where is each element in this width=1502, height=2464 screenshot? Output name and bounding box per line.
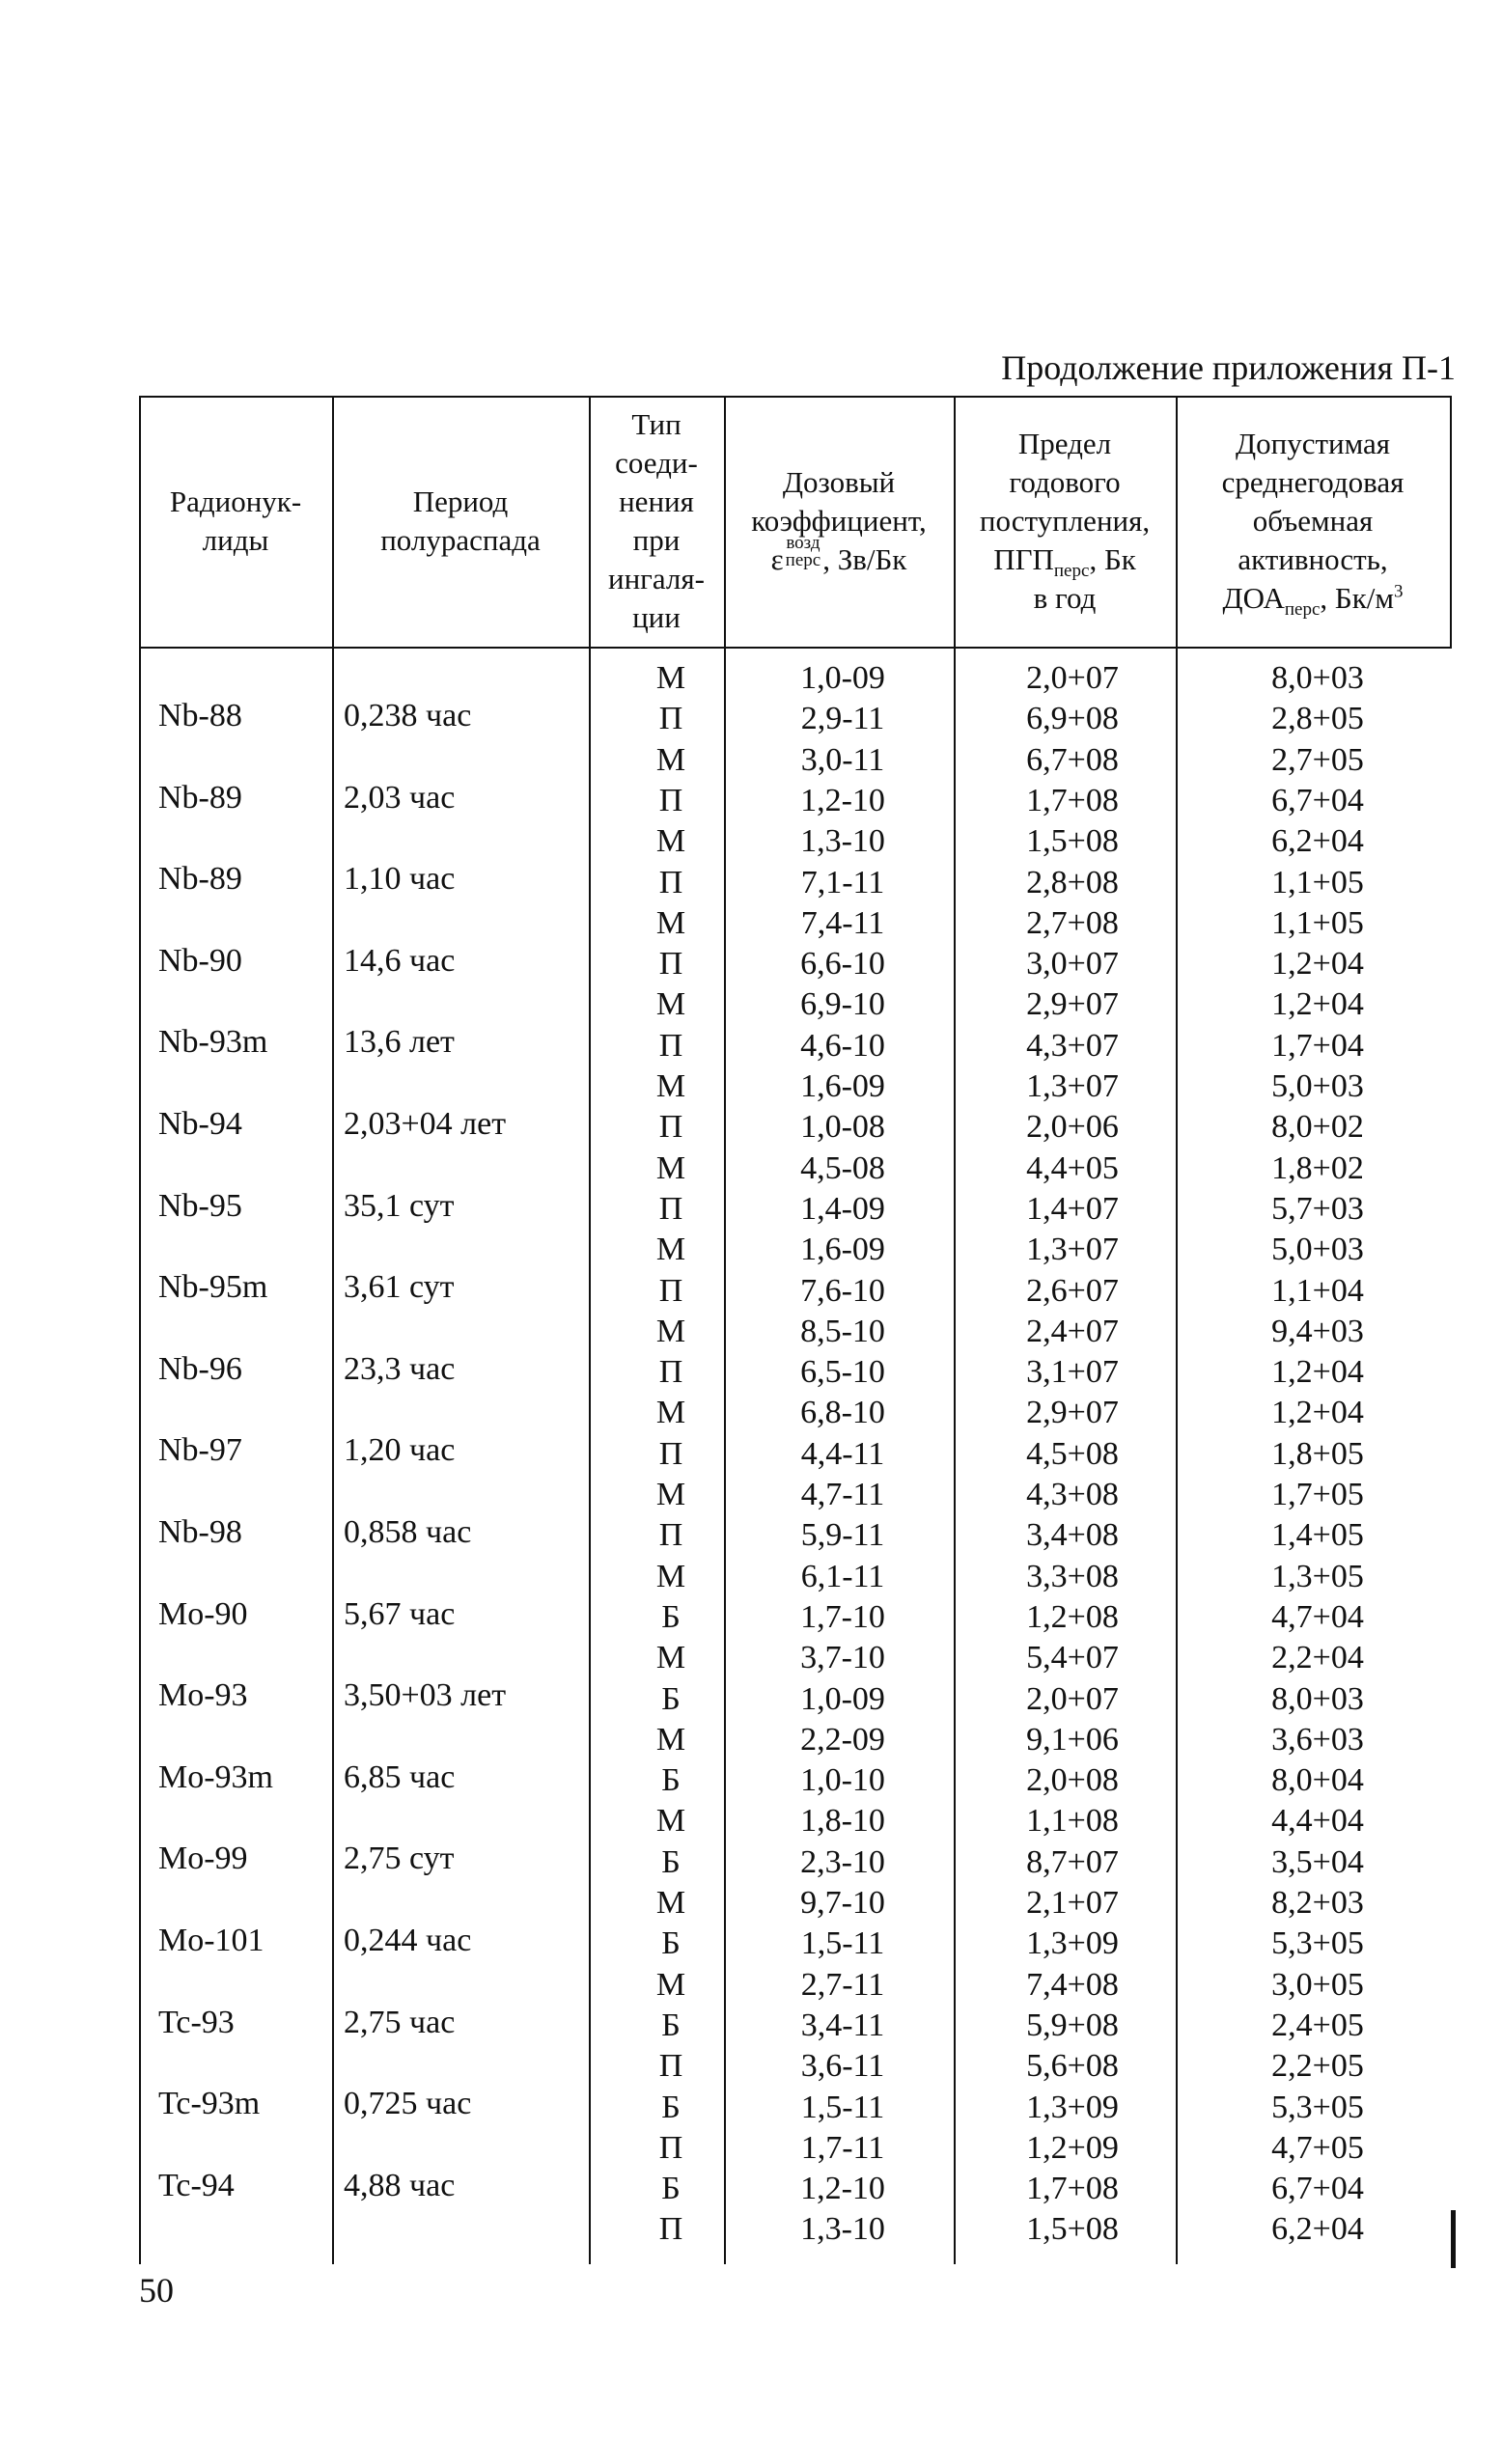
activity-cell: 2,7+05 <box>1271 741 1364 778</box>
nuclide-cell: Tc-93 <box>158 2004 235 2040</box>
intake-limit-cell: 1,7+08 <box>1026 2171 1119 2207</box>
compound-type-cell: М <box>655 1068 686 1104</box>
compound-type-cell: П <box>658 701 683 737</box>
intake-limit-cell: 1,7+08 <box>1026 782 1119 818</box>
dose-coefficient-cell: 6,8-10 <box>800 1395 885 1431</box>
compound-type-cell: П <box>658 2211 683 2248</box>
radionuclide-table <box>139 396 1452 2268</box>
dose-coefficient-cell: 1,6-09 <box>800 1232 885 1268</box>
compound-type-cell: П <box>658 1517 683 1554</box>
dose-coefficient-cell: 1,2-10 <box>800 2171 885 2207</box>
intake-limit-cell: 5,6+08 <box>1026 2048 1119 2085</box>
intake-limit-cell: 2,0+06 <box>1026 1109 1119 1146</box>
dose-coefficient-cell: 2,3-10 <box>800 1843 885 1880</box>
intake-limit-cell: 4,5+08 <box>1026 1435 1119 1472</box>
compound-type-cell: М <box>655 1149 686 1186</box>
page-number: 50 <box>139 2271 174 2310</box>
intake-limit-cell: 3,1+07 <box>1026 1354 1119 1391</box>
nuclide-cell: Nb-95m <box>158 1269 268 1306</box>
activity-cell: 1,8+02 <box>1271 1149 1364 1186</box>
nuclide-cell: Tc-94 <box>158 2167 235 2203</box>
dose-coefficient-cell: 6,9-10 <box>800 986 885 1023</box>
compound-type-cell: М <box>655 904 686 941</box>
header-annual-intake-limit: Предел годового поступления, $ПГП_{перс}$, Бк в год <box>979 427 1151 615</box>
activity-cell: 8,0+02 <box>1271 1109 1364 1146</box>
dose-coefficient-cell: 9,7-10 <box>800 1885 885 1921</box>
nuclide-cell: Mo-90 <box>158 1595 248 1632</box>
activity-cell: 1,2+04 <box>1271 986 1364 1023</box>
activity-cell: 5,3+05 <box>1271 1925 1364 1962</box>
activity-cell: 2,8+05 <box>1271 701 1364 737</box>
intake-limit-cell: 2,0+07 <box>1026 660 1119 696</box>
intake-limit-cell: 2,9+07 <box>1026 986 1119 1023</box>
half-life-cell: 0,238 час <box>344 697 472 734</box>
nuclide-cell: Nb-98 <box>158 1513 242 1550</box>
dose-coefficient-cell: 1,3-10 <box>800 2211 885 2248</box>
compound-type-cell: М <box>655 1395 686 1431</box>
dose-coefficient-cell: 1,0-08 <box>800 1109 885 1146</box>
half-life-cell: 35,1 сут <box>344 1187 455 1224</box>
half-life-cell: 0,725 час <box>344 2086 472 2122</box>
activity-cell: 3,5+04 <box>1271 1843 1364 1880</box>
nuclide-cell: Mo-93 <box>158 1677 248 1714</box>
activity-cell: 6,2+04 <box>1271 2211 1364 2248</box>
compound-type-cell: П <box>658 1272 683 1309</box>
dose-coefficient-cell: 2,2-09 <box>800 1721 885 1758</box>
intake-limit-cell: 1,2+08 <box>1026 1598 1119 1635</box>
nuclide-cell: Nb-97 <box>158 1432 242 1469</box>
dose-coefficient-cell: 6,6-10 <box>800 946 885 983</box>
activity-cell: 1,1+05 <box>1271 864 1364 900</box>
compound-type-cell: М <box>655 1803 686 1840</box>
intake-limit-cell: 5,9+08 <box>1026 2007 1119 2043</box>
compound-type-cell: Б <box>661 2007 681 2043</box>
header-nuclide: Радионук- лиды <box>169 484 302 557</box>
dose-coefficient-cell: 1,5-11 <box>800 2089 885 2125</box>
activity-cell: 3,0+05 <box>1271 1966 1364 2003</box>
dose-coefficient-cell: 4,7-11 <box>800 1477 885 1512</box>
dose-coefficient-cell: 1,7-10 <box>800 1598 885 1635</box>
compound-type-cell: М <box>655 1966 686 2003</box>
half-life-cell: 2,03 час <box>344 779 456 816</box>
dose-coefficient-cell: 2,9-11 <box>800 701 885 737</box>
activity-cell: 8,0+03 <box>1271 660 1364 696</box>
half-life-cell: 13,6 лет <box>344 1024 455 1061</box>
col-divider <box>332 396 334 2264</box>
activity-cell: 2,4+05 <box>1271 2007 1364 2043</box>
compound-type-cell: Б <box>661 1680 681 1717</box>
compound-type-cell: П <box>658 1354 683 1391</box>
header-bottom-border <box>139 647 1452 649</box>
compound-type-cell: М <box>655 741 686 778</box>
compound-type-cell: П <box>658 1027 683 1064</box>
activity-cell: 4,7+05 <box>1271 2129 1364 2166</box>
compound-type-cell: М <box>655 823 686 860</box>
activity-cell: 2,2+05 <box>1271 2048 1364 2085</box>
dose-coefficient-cell: 1,7-11 <box>800 2129 885 2166</box>
intake-limit-cell: 1,1+08 <box>1026 1803 1119 1840</box>
intake-limit-cell: 1,3+09 <box>1026 1925 1119 1962</box>
dose-coefficient-cell: 7,4-11 <box>800 904 885 941</box>
activity-cell: 1,2+04 <box>1271 946 1364 983</box>
activity-cell: 4,7+04 <box>1271 1598 1364 1635</box>
table-left-border <box>139 396 141 2264</box>
intake-limit-cell: 1,5+08 <box>1026 823 1119 860</box>
half-life-cell: 1,10 час <box>344 861 456 898</box>
intake-limit-cell: 2,8+08 <box>1026 864 1119 900</box>
nuclide-cell: Nb-89 <box>158 779 242 816</box>
activity-cell: 8,0+04 <box>1271 1762 1364 1799</box>
table-caption: Продолжение приложения П-1 <box>1001 348 1456 387</box>
nuclide-cell: Tc-93m <box>158 2086 261 2122</box>
header-dose-coefficient: Дозовый коэффициент, ε возд перс , Зв/Бк <box>751 465 927 576</box>
intake-limit-cell: 2,4+07 <box>1026 1313 1119 1349</box>
dose-coefficient-cell: 1,0-10 <box>800 1762 885 1799</box>
dose-coefficient-cell: 3,6-11 <box>800 2048 885 2085</box>
nuclide-cell: Nb-96 <box>158 1350 242 1387</box>
half-life-cell: 5,67 час <box>344 1595 456 1632</box>
dose-coefficient-cell: 1,5-11 <box>800 1925 885 1962</box>
dose-coefficient-cell: 1,4-09 <box>800 1190 885 1227</box>
table-right-border <box>1450 396 1452 647</box>
intake-limit-cell: 1,2+09 <box>1026 2129 1119 2166</box>
activity-cell: 4,4+04 <box>1271 1803 1364 1840</box>
intake-limit-cell: 4,4+05 <box>1026 1149 1119 1186</box>
half-life-cell: 2,75 сут <box>344 1841 455 1877</box>
intake-limit-cell: 1,3+07 <box>1026 1068 1119 1104</box>
half-life-cell: 14,6 час <box>344 942 456 979</box>
compound-type-cell: Б <box>661 1598 681 1635</box>
compound-type-cell: Б <box>661 1762 681 1799</box>
half-life-cell: 4,88 час <box>344 2167 456 2203</box>
nuclide-cell: Nb-90 <box>158 942 242 979</box>
dose-coefficient-cell: 1,2-10 <box>800 782 885 818</box>
dose-coefficient-cell: 3,0-11 <box>800 741 885 778</box>
intake-limit-cell: 3,3+08 <box>1026 1558 1119 1594</box>
nuclide-cell: Nb-93m <box>158 1024 268 1061</box>
dose-coefficient-cell: 1,3-10 <box>800 823 885 860</box>
dose-coefficient-cell: 4,4-11 <box>800 1435 885 1472</box>
dose-coefficient-cell: 6,1-11 <box>800 1558 885 1594</box>
half-life-cell: 23,3 час <box>344 1350 456 1387</box>
activity-cell: 6,7+04 <box>1271 782 1364 818</box>
compound-type-cell: П <box>658 1109 683 1146</box>
compound-type-cell: М <box>655 660 686 696</box>
activity-cell: 6,7+04 <box>1271 2171 1364 2207</box>
compound-type-cell: М <box>655 1640 686 1676</box>
intake-limit-cell: 6,9+08 <box>1026 701 1119 737</box>
intake-limit-cell: 4,3+07 <box>1026 1027 1119 1064</box>
activity-cell: 8,2+03 <box>1271 1885 1364 1921</box>
compound-type-cell: М <box>655 1558 686 1594</box>
nuclide-cell: Mo-99 <box>158 1841 248 1877</box>
compound-type-cell: П <box>658 1435 683 1472</box>
intake-limit-cell: 2,9+07 <box>1026 1395 1119 1431</box>
header-allowed-activity: Допустимая среднегодовая объемная активность, $ДОА_{перс}$, $Бк/м^3$ <box>1221 427 1405 621</box>
half-life-cell: 3,50+03 лет <box>344 1677 507 1714</box>
compound-type-cell: М <box>655 1232 686 1268</box>
intake-limit-cell: 8,7+07 <box>1026 1843 1119 1880</box>
activity-cell: 1,4+05 <box>1271 1517 1364 1554</box>
dose-coefficient-cell: 8,5-10 <box>800 1313 885 1349</box>
half-life-cell: 6,85 час <box>344 1758 456 1795</box>
intake-limit-cell: 1,5+08 <box>1026 2211 1119 2248</box>
compound-type-cell: П <box>658 2129 683 2166</box>
activity-cell: 3,6+03 <box>1271 1721 1364 1758</box>
dose-coefficient-cell: 4,6-10 <box>800 1027 885 1064</box>
intake-limit-cell: 1,4+07 <box>1026 1190 1119 1227</box>
compound-type-cell: Б <box>661 2089 681 2125</box>
nuclide-cell: Nb-94 <box>158 1105 242 1142</box>
activity-cell: 5,7+03 <box>1271 1190 1364 1227</box>
dose-coefficient-cell: 1,0-09 <box>800 660 885 696</box>
half-life-cell: 0,244 час <box>344 1922 472 1958</box>
dose-coefficient-cell: 4,5-08 <box>800 1149 885 1186</box>
intake-limit-cell: 6,7+08 <box>1026 741 1119 778</box>
nuclide-cell: Mo-93m <box>158 1758 273 1795</box>
col-divider <box>954 396 956 2264</box>
compound-type-cell: Б <box>661 2171 681 2207</box>
activity-cell: 1,8+05 <box>1271 1435 1364 1472</box>
intake-limit-cell: 2,0+07 <box>1026 1680 1119 1717</box>
intake-limit-cell: 4,3+08 <box>1026 1477 1119 1512</box>
dose-coefficient-cell: 1,8-10 <box>800 1803 885 1840</box>
activity-cell: 5,3+05 <box>1271 2089 1364 2125</box>
nuclide-cell: Nb-88 <box>158 697 242 734</box>
compound-type-cell: М <box>655 986 686 1023</box>
activity-cell: 1,2+04 <box>1271 1395 1364 1431</box>
dose-coefficient-cell: 3,4-11 <box>800 2007 885 2043</box>
intake-limit-cell: 2,1+07 <box>1026 1885 1119 1921</box>
activity-cell: 1,1+05 <box>1271 904 1364 941</box>
intake-limit-cell: 3,0+07 <box>1026 946 1119 983</box>
compound-type-cell: П <box>658 946 683 983</box>
activity-cell: 1,3+05 <box>1271 1558 1364 1594</box>
intake-limit-cell: 2,0+08 <box>1026 1762 1119 1799</box>
dose-coefficient-cell: 7,1-11 <box>800 864 885 900</box>
dose-coefficient-cell: 3,7-10 <box>800 1640 885 1676</box>
activity-cell: 1,2+04 <box>1271 1354 1364 1391</box>
intake-limit-cell: 9,1+06 <box>1026 1721 1119 1758</box>
activity-cell: 1,7+04 <box>1271 1027 1364 1064</box>
half-life-cell: 3,61 сут <box>344 1269 455 1306</box>
dose-coefficient-cell: 5,9-11 <box>800 1517 885 1554</box>
compound-type-cell: М <box>655 1885 686 1921</box>
intake-limit-cell: 2,7+08 <box>1026 904 1119 941</box>
activity-cell: 9,4+03 <box>1271 1313 1364 1349</box>
intake-limit-cell: 3,4+08 <box>1026 1517 1119 1554</box>
activity-cell: 6,2+04 <box>1271 823 1364 860</box>
compound-type-cell: М <box>655 1721 686 1758</box>
intake-limit-cell: 5,4+07 <box>1026 1640 1119 1676</box>
half-life-cell: 1,20 час <box>344 1432 456 1469</box>
nuclide-cell: Mo-101 <box>158 1922 264 1958</box>
half-life-cell: 0,858 час <box>344 1513 472 1550</box>
dose-coefficient-cell: 6,5-10 <box>800 1354 885 1391</box>
intake-limit-cell: 7,4+08 <box>1026 1966 1119 2003</box>
activity-cell: 2,2+04 <box>1271 1640 1364 1676</box>
compound-type-cell: П <box>658 864 683 900</box>
compound-type-cell: М <box>655 1313 686 1349</box>
activity-cell: 1,1+04 <box>1271 1272 1364 1309</box>
intake-limit-cell: 2,6+07 <box>1026 1272 1119 1309</box>
nuclide-cell: Nb-95 <box>158 1187 242 1224</box>
col-divider <box>589 396 591 2264</box>
dose-coefficient-cell: 7,6-10 <box>800 1272 885 1309</box>
nuclide-cell: Nb-89 <box>158 861 242 898</box>
activity-cell: 5,0+03 <box>1271 1232 1364 1268</box>
compound-type-cell: Б <box>661 1843 681 1880</box>
compound-type-cell: П <box>658 1190 683 1227</box>
dose-coefficient-cell: 1,0-09 <box>800 1680 885 1717</box>
dose-coefficient-cell: 2,7-11 <box>800 1966 885 2003</box>
compound-type-cell: М <box>655 1477 686 1512</box>
header-period: Период полураспада <box>380 484 541 557</box>
compound-type-cell: П <box>658 2048 683 2085</box>
intake-limit-cell: 1,3+07 <box>1026 1232 1119 1268</box>
compound-type-cell: П <box>658 782 683 818</box>
header-type: Тип соеди- нения при ингаля- ции <box>608 407 705 634</box>
half-life-cell: 2,75 час <box>344 2004 456 2040</box>
half-life-cell: 2,03+04 лет <box>344 1105 507 1142</box>
intake-limit-cell: 1,3+09 <box>1026 2089 1119 2125</box>
compound-type-cell: Б <box>661 1925 681 1962</box>
activity-cell: 1,7+05 <box>1271 1477 1364 1512</box>
dose-coefficient-cell: 1,6-09 <box>800 1068 885 1104</box>
activity-cell: 8,0+03 <box>1271 1680 1364 1717</box>
activity-cell: 5,0+03 <box>1271 1068 1364 1104</box>
